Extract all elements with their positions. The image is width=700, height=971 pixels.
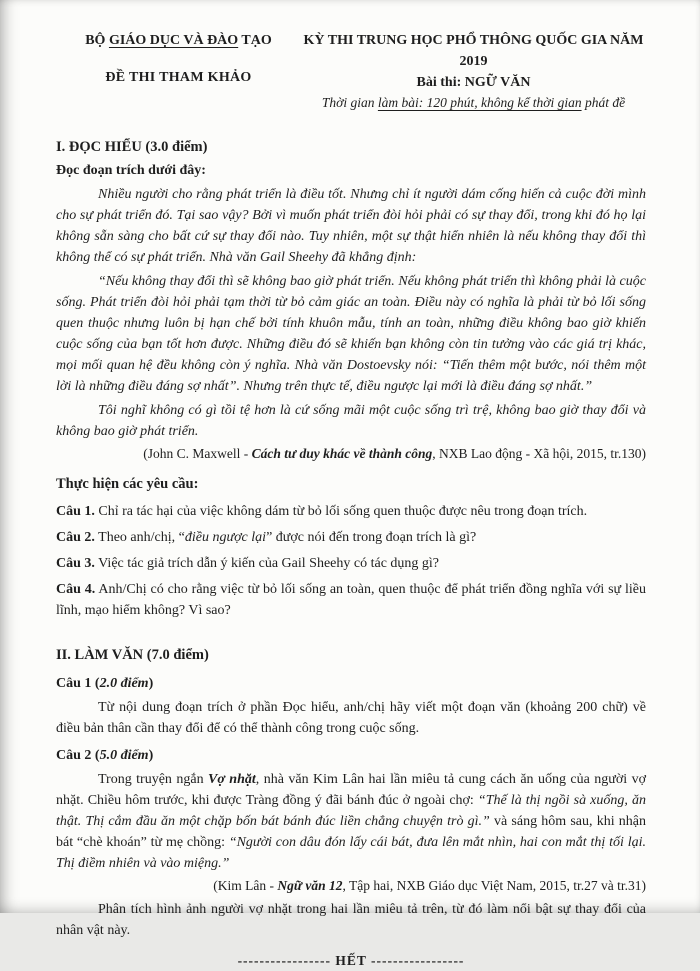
question-2-label: Câu 2. bbox=[56, 530, 95, 545]
reading-instruction: Đọc đoạn trích dưới đây: bbox=[56, 163, 206, 178]
duration-underlined: làm bài: 120 phút, không kể thời gian bbox=[377, 95, 582, 110]
question-4-text: Anh/Chị có cho rằng việc từ bỏ lối sống an toàn, quen thuộc để phát triển đồng nghĩa với sự liều lĩnh, mạo hiểm không? Vì sao? bbox=[56, 582, 646, 618]
subject-title: Bài thi: NGỮ VĂN bbox=[416, 75, 531, 90]
essay-2-run-3: , nhà văn Kim Lân hai lần miêu tả cung cách ăn uống của người vợ nhặt. Chiều hôm trước, khi được Tràng đồng ý đãi bánh đúc ở ngoài chợ: bbox=[56, 771, 646, 808]
duration-post: phát đề bbox=[581, 95, 626, 110]
question-1-text: Chỉ ra tác hại của việc không dám từ bỏ lối sống quen thuộc được nêu trong đoạn trích. bbox=[94, 504, 588, 519]
essay-1-label-post: ) bbox=[148, 675, 154, 691]
excerpt-citation bbox=[56, 444, 646, 464]
essay-2-run-5: và sáng hôm sau, khi nhận bát “chè khoán” từ mẹ chồng: bbox=[56, 813, 647, 850]
question-3-label: Câu 3. bbox=[56, 556, 95, 571]
essay-2-run-1: Trong truyện ngắn bbox=[98, 771, 209, 787]
question-1-label: Câu 1. bbox=[56, 504, 95, 519]
essay-2-quote-1: “Thế là thị ngồi sà xuống, ăn thật. Thị cắm đầu ăn một chặp bốn bát bánh đúc liền chẳng chuyện trò gì.” bbox=[56, 792, 646, 829]
excerpt-paragraph-3: Tôi nghĩ không có gì tồi tệ hơn là cứ sống mãi một cuộc sống trì trệ, không bao giờ thay đổi và không bao giờ phát triển. bbox=[56, 403, 646, 439]
essay-2-points: 5.0 điểm bbox=[99, 747, 149, 763]
essay-question-2-label bbox=[56, 745, 646, 766]
question-2-text-post: ” được nói đến trong đoạn trích là gì? bbox=[266, 530, 477, 545]
ministry-title-underlined: GIÁO DỤC VÀ ĐÀO bbox=[108, 33, 239, 48]
section-lam-van bbox=[56, 645, 646, 941]
citation-book-title: Cách tư duy khác về thành công bbox=[251, 446, 433, 461]
essay-2-quote-2: “Người con dâu đón lấy cái bát, đưa lên mắt nhìn, hai con mắt thị tối lại. Thị điềm nhiên và vào miệng.” bbox=[56, 834, 646, 871]
section-doc-hieu bbox=[56, 137, 646, 621]
question-4-label: Câu 4. bbox=[56, 582, 96, 597]
exam-type-label: ĐỀ THI THAM KHẢO bbox=[105, 70, 252, 85]
essay-2-citation bbox=[56, 876, 646, 896]
citation-pre: (John C. Maxwell - bbox=[143, 446, 252, 461]
end-marker: ----------------- HẾT ----------------- bbox=[237, 953, 465, 968]
requirements-heading: Thực hiện các yêu cầu: bbox=[56, 476, 199, 493]
section-2-heading: II. LÀM VĂN (7.0 điểm) bbox=[56, 647, 209, 663]
duration-pre: Thời gian bbox=[321, 95, 378, 110]
duration-line bbox=[301, 93, 646, 113]
essay-2-citation-book: Ngữ văn 12 bbox=[277, 877, 343, 893]
essay-2-label-post: ) bbox=[148, 747, 154, 763]
question-1 bbox=[56, 501, 646, 522]
essay-1-points: 2.0 điểm bbox=[99, 675, 149, 691]
essay-1-label-pre: Câu 1 ( bbox=[56, 675, 100, 691]
citation-post: , NXB Lao động - Xã hội, 2015, tr.130) bbox=[432, 446, 646, 461]
essay-question-2-task: Phân tích hình ảnh người vợ nhặt trong hai lần miêu tả trên, từ đó làm nổi bật sự thay đổi của nhân vật này. bbox=[56, 902, 646, 938]
question-2-text-pre: Theo anh/chị, “ bbox=[94, 530, 185, 545]
ministry-title-pre: BỘ bbox=[85, 33, 109, 48]
essay-2-label-pre: Câu 2 ( bbox=[56, 747, 100, 763]
essay-question-1-body: Từ nội dung đoạn trích ở phần Đọc hiểu, anh/chị hãy viết một đoạn văn (khoảng 200 chữ) về điều bản thân cần thay đổi để có thể thành công trong cuộc sống. bbox=[56, 699, 646, 736]
question-2-quoted-phrase: điều ngược lại bbox=[184, 530, 267, 545]
question-4 bbox=[56, 579, 646, 621]
essay-2-citation-pre: (Kim Lân - bbox=[213, 877, 278, 893]
header-left-block bbox=[56, 30, 301, 113]
exam-title: KỲ THI TRUNG HỌC PHỔ THÔNG QUỐC GIA NĂM 2019 bbox=[303, 33, 644, 69]
question-3 bbox=[56, 553, 646, 574]
essay-2-story-title: Vợ nhặt bbox=[208, 771, 256, 787]
document-header bbox=[56, 30, 646, 113]
excerpt-paragraph-1: Nhiều người cho rằng phát triển là điều tốt. Nhưng chỉ ít người dám cống hiến cả cuộc đời mình cho sự phát triển đó. Tại sao vậy? Bởi vì muốn phát triển đòi hỏi phải có sự thay đổi, trong khi đó họ lại không sẵn sàng cho bất cứ sự thay đổi nào. Tuy nhiên, một sự thật hiển nhiên là nếu không thay đổi thì không thể có sự phát triển. Nhà văn Gail Sheehy đã khẳng định: bbox=[56, 187, 646, 265]
essay-2-citation-post: , Tập hai, NXB Giáo dục Việt Nam, 2015, tr.27 và tr.31) bbox=[342, 877, 646, 893]
essay-question-2-body bbox=[56, 769, 646, 874]
excerpt-paragraph-2: “Nếu không thay đổi thì sẽ không bao giờ phát triển. Nếu không phát triển thì không phải là cuộc sống. Phát triển đòi hỏi phải tạm thời từ bỏ cảm giác an toàn. Điều này có nghĩa là phải từ bỏ lối sống quen thuộc nhưng luôn bị hạn chế bởi tính khuôn mẫu, tính an toàn, những điều không bao giờ khiến cuộc sống của bạn tốt hơn được. Những điều đó sẽ khiến bạn không còn tin tưởng vào các giá trị khác, mọi mối quan hệ đều không còn ý nghĩa. Nhà văn Dostoevsky nói: “Tiến thêm một bước, nói thêm một lời là những điều đáng sợ nhất”. Nhưng trên thực tế, điều ngược lại mới là điều đáng sợ nhất.” bbox=[56, 274, 646, 394]
header-right-block bbox=[301, 30, 646, 113]
essay-question-1-label bbox=[56, 673, 646, 694]
ministry-title bbox=[56, 30, 301, 51]
question-3-text: Việc tác giả trích dẫn ý kiến của Gail Sheehy có tác dụng gì? bbox=[94, 556, 440, 571]
section-1-heading: I. ĐỌC HIỂU (3.0 điểm) bbox=[56, 139, 208, 156]
question-2 bbox=[56, 527, 646, 548]
ministry-title-post: TẠO bbox=[238, 33, 272, 48]
